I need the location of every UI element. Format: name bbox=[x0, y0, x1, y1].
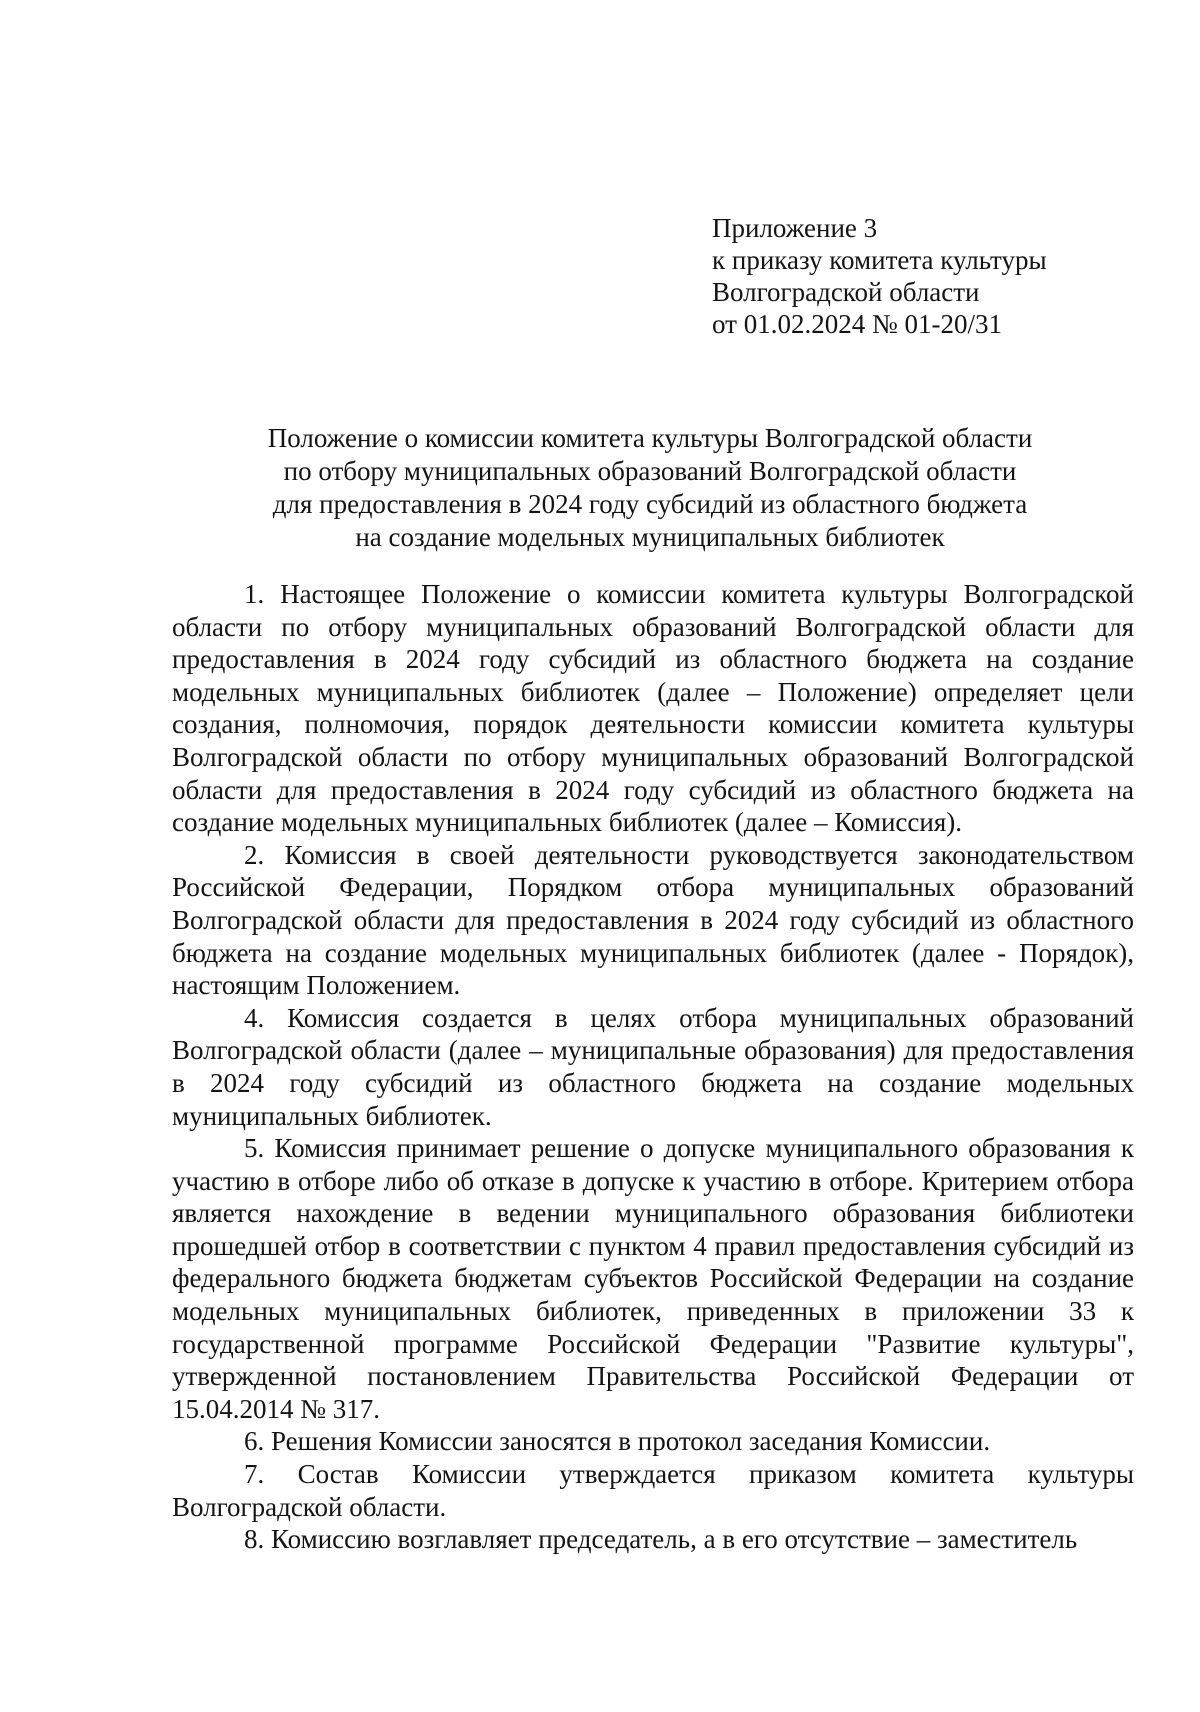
paragraph-1: 1. Настоящее Положение о комиссии комитета культуры Волгоградской области по отбору муниципальных образований Волгоградской области для предоставления в 2024 году субсидий из областного бюджета на создание модельных муниципальных библиотек (далее – Положение) определяет цели создания, полномочия, порядок деятельности комиссии комитета культуры Волгоградской области по отбору муниципальных образований Волгоградской области для предоставления в 2024 году субсидий из областного бюджета на создание модельных муниципальных библиотек (далее – Комиссия). bbox=[172, 579, 1134, 838]
title-line: для предоставления в 2024 году субсидий из областного бюджета bbox=[272, 489, 1028, 519]
document-title bbox=[170, 422, 1130, 554]
document-body bbox=[172, 578, 1134, 1556]
paragraph-8: 8. Комиссию возглавляет председатель, а в его отсутствие – заместитель bbox=[244, 1524, 1078, 1555]
appendix-line: Волгоградской области bbox=[712, 277, 980, 307]
appendix-line: Приложение 3 bbox=[712, 213, 878, 243]
paragraph-5: 5. Комиссия принимает решение о допуске муниципального образования к участию в отборе либо об отказе в допуске к участию в отборе. Критерием отбора является нахождение в ведении муниципального образования библиотеки прошедшей отбор в соответствии с пунктом 4 правил предоставления субсидий из федерального бюджета бюджетам субъектов Российской Федерации на создание модельных муниципальных библиотек, приведенных в приложении 33 к государственной программе Российской Федерации "Развитие культуры", утвержденной постановлением Правительства Российской Федерации от 15.04.2014 № 317. bbox=[172, 1133, 1134, 1424]
appendix-line: к приказу комитета культуры bbox=[712, 245, 1047, 275]
paragraph-4: 4. Комиссия создается в целях отбора муниципальных образований Волгоградской области (далее – муниципальные образования) для предоставления в 2024 году субсидий из областного бюджета на создание модельных муниципальных библиотек. bbox=[172, 1002, 1134, 1131]
appendix-line: от 01.02.2024 № 01-20/31 bbox=[712, 309, 1002, 339]
paragraph-2: 2. Комиссия в своей деятельности руководствуется законодательством Российской Федерации, Порядком отбора муниципальных образований Волгоградской области для предоставления в 2024 году субсидий из областного бюджета на создание модельных муниципальных библиотек (далее - Порядок), настоящим Положением. bbox=[172, 839, 1134, 1001]
paragraph-6: 6. Решения Комиссии заносятся в протокол заседания Комиссии. bbox=[244, 1426, 991, 1457]
title-line: по отбору муниципальных образований Волгоградской области bbox=[283, 456, 1017, 486]
paragraph-7: 7. Состав Комиссии утверждается приказом комитета культуры Волгоградской области. bbox=[172, 1459, 1134, 1522]
appendix-block bbox=[712, 212, 1132, 340]
title-line: Положение о комиссии комитета культуры Волгоградской области bbox=[267, 423, 1033, 453]
title-line: на создание модельных муниципальных библиотек bbox=[355, 522, 945, 552]
